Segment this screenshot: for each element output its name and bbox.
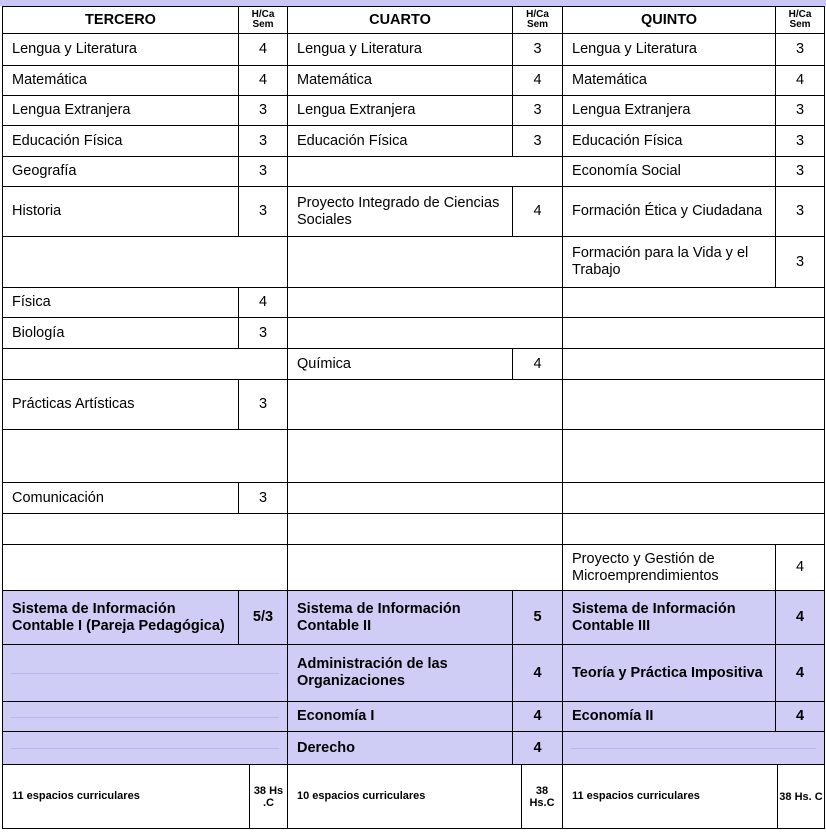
subject-cell-text: Teoría y Práctica Impositiva xyxy=(572,664,763,681)
hours-cell xyxy=(238,317,288,349)
hours-cell xyxy=(775,644,825,702)
subject-cell-text: Administración de las Organizaciones xyxy=(297,656,448,689)
subject-cell xyxy=(562,701,776,732)
footer-quinto-hours xyxy=(777,764,825,829)
subject-cell-empty xyxy=(562,513,825,545)
header-tercero xyxy=(2,6,239,34)
footer-quinto-hours-text: 38 Hs. C xyxy=(779,790,823,803)
hours-cell-text: 4 xyxy=(533,739,542,756)
subject-cell-empty xyxy=(2,644,288,702)
subject-cell-text: Biología xyxy=(12,324,65,341)
subject-cell xyxy=(562,125,776,157)
subject-cell-text: Matemática xyxy=(572,72,647,88)
subject-cell-text: Matemática xyxy=(12,72,87,88)
hours-cell-text: 4 xyxy=(795,72,805,88)
header-hours-cuarto xyxy=(512,6,563,34)
subject-cell-text: Educación Física xyxy=(297,132,408,149)
hours-cell xyxy=(238,95,288,126)
hours-cell xyxy=(775,590,825,645)
subject-cell xyxy=(287,348,513,380)
subject-cell xyxy=(562,65,776,96)
subject-cell xyxy=(562,590,776,645)
hours-cell xyxy=(775,701,825,732)
hours-cell-text: 3 xyxy=(795,41,805,57)
subject-cell-empty xyxy=(287,156,563,187)
subject-cell-text: Lengua y Literatura xyxy=(572,41,697,57)
subject-cell xyxy=(562,33,776,66)
hours-cell-text: 3 xyxy=(258,324,268,341)
hours-cell xyxy=(238,590,288,645)
hours-cell xyxy=(775,544,825,591)
cell-inner-line xyxy=(11,673,279,674)
header-hours-quinto-text: H/Ca Sem xyxy=(788,8,812,30)
subject-cell-empty xyxy=(562,379,825,430)
subject-cell-empty xyxy=(562,482,825,514)
hours-cell-text: 4 xyxy=(533,355,542,372)
subject-cell-text: Historia xyxy=(12,203,62,219)
hours-cell xyxy=(512,731,563,765)
cell-inner-line xyxy=(571,748,816,749)
hours-cell xyxy=(238,482,288,514)
subject-cell-text: Comunicación xyxy=(12,489,104,506)
subject-cell-text: Lengua Extranjera xyxy=(297,102,416,118)
subject-cell xyxy=(562,236,776,288)
subject-cell xyxy=(562,644,776,702)
subject-cell-text: Sistema de Información Contable III xyxy=(572,600,736,634)
hours-cell-text: 4 xyxy=(258,72,268,88)
hours-cell-text: 4 xyxy=(258,294,268,310)
subject-cell-text: Derecho xyxy=(297,739,356,756)
hours-cell-text: 3 xyxy=(258,132,268,149)
subject-cell-text: Prácticas Artísticas xyxy=(12,396,135,412)
hours-cell xyxy=(775,95,825,126)
hours-cell-text: 3 xyxy=(258,396,268,412)
hours-cell-text: 3 xyxy=(795,163,805,179)
footer-cuarto-label xyxy=(287,764,522,829)
subject-cell xyxy=(2,125,239,157)
header-hours-cuarto-text: H/Ca Sem xyxy=(526,8,549,30)
footer-tercero-hours xyxy=(249,764,288,829)
hours-cell xyxy=(775,186,825,237)
header-tercero-text: TERCERO xyxy=(85,11,156,28)
footer-cuarto-hours xyxy=(521,764,563,829)
cell-inner-line xyxy=(11,717,279,718)
subject-cell xyxy=(562,156,776,187)
subject-cell-text: Lengua y Literatura xyxy=(12,41,137,57)
hours-cell xyxy=(238,287,288,318)
hours-cell xyxy=(238,125,288,157)
subject-cell xyxy=(287,65,513,96)
hours-cell-text: 4 xyxy=(533,203,542,219)
hours-cell xyxy=(512,701,563,732)
subject-cell xyxy=(287,95,513,126)
hours-cell-text: 3 xyxy=(795,253,805,270)
hours-cell xyxy=(238,33,288,66)
subject-cell xyxy=(287,33,513,66)
subject-cell-text: Proyecto y Gestión de Microemprendimientos xyxy=(572,550,719,584)
subject-cell-text: Formación Ética y Ciudadana xyxy=(572,203,763,219)
hours-cell-text: 4 xyxy=(533,708,542,724)
subject-cell-text: Sistema de Información Contable II xyxy=(297,600,461,634)
hours-cell-text: 4 xyxy=(533,72,542,88)
subject-cell-empty xyxy=(2,513,288,545)
hours-cell xyxy=(775,236,825,288)
subject-cell xyxy=(2,317,239,349)
subject-cell xyxy=(2,95,239,126)
footer-quinto-label xyxy=(562,764,778,829)
hours-cell xyxy=(238,156,288,187)
subject-cell xyxy=(287,590,513,645)
subject-cell xyxy=(562,95,776,126)
subject-cell-text: Física xyxy=(12,294,51,310)
subject-cell-empty xyxy=(287,544,563,591)
hours-cell-text: 4 xyxy=(795,609,805,625)
hours-cell-text: 5/3 xyxy=(252,609,274,625)
subject-cell xyxy=(287,186,513,237)
hours-cell-text: 4 xyxy=(795,559,805,575)
subject-cell xyxy=(2,287,239,318)
subject-cell-text: Lengua Extranjera xyxy=(572,102,691,118)
subject-cell-text: Educación Física xyxy=(12,132,123,149)
footer-cuarto-label-text: 10 espacios curriculares xyxy=(297,790,426,802)
subject-cell-empty xyxy=(287,482,563,514)
hours-cell xyxy=(512,65,563,96)
subject-cell xyxy=(2,379,239,430)
subject-cell-empty xyxy=(2,544,288,591)
subject-cell-text: Educación Física xyxy=(572,132,683,149)
subject-cell xyxy=(287,644,513,702)
subject-cell-text: Proyecto Integrado de Ciencias Sociales xyxy=(297,194,500,228)
hours-cell-text: 3 xyxy=(795,132,805,149)
header-hours-quinto xyxy=(775,6,825,34)
subject-cell-empty xyxy=(2,348,288,380)
subject-cell-text: Economía I xyxy=(297,708,375,724)
header-hours-tercero-text: H/Ca Sem xyxy=(251,8,275,30)
subject-cell-empty xyxy=(562,429,825,483)
hours-cell xyxy=(238,65,288,96)
subject-cell-empty xyxy=(562,317,825,349)
subject-cell-empty xyxy=(2,429,288,483)
header-cuarto xyxy=(287,6,513,34)
hours-cell xyxy=(775,33,825,66)
hours-cell-text: 3 xyxy=(258,489,268,506)
hours-cell xyxy=(238,379,288,430)
hours-cell-text: 4 xyxy=(795,664,805,681)
subject-cell-text: Química xyxy=(297,355,351,372)
subject-cell-text: Lengua y Literatura xyxy=(297,41,422,57)
hours-cell xyxy=(512,33,563,66)
hours-cell-text: 4 xyxy=(795,708,805,724)
header-quinto xyxy=(562,6,776,34)
subject-cell xyxy=(2,33,239,66)
subject-cell xyxy=(562,186,776,237)
footer-tercero-label xyxy=(2,764,250,829)
subject-cell-empty xyxy=(287,317,563,349)
hours-cell-text: 4 xyxy=(533,664,542,681)
subject-cell xyxy=(2,65,239,96)
subject-cell xyxy=(2,482,239,514)
hours-cell xyxy=(512,125,563,157)
hours-cell xyxy=(775,125,825,157)
subject-cell-empty xyxy=(287,379,563,430)
footer-cuarto-hours-text: 38 Hs.C xyxy=(529,784,555,809)
subject-cell-empty xyxy=(562,348,825,380)
hours-cell-text: 3 xyxy=(795,203,805,219)
hours-cell xyxy=(775,156,825,187)
header-hours-tercero xyxy=(238,6,288,34)
hours-cell xyxy=(775,65,825,96)
hours-cell-text: 3 xyxy=(258,102,268,118)
hours-cell-text: 3 xyxy=(795,102,805,118)
subject-cell-text: Matemática xyxy=(297,72,372,88)
hours-cell-text: 3 xyxy=(533,102,542,118)
subject-cell xyxy=(562,544,776,591)
subject-cell-empty xyxy=(2,701,288,732)
subject-cell xyxy=(2,156,239,187)
hours-cell xyxy=(512,348,563,380)
subject-cell-empty xyxy=(287,236,563,288)
subject-cell-empty xyxy=(562,731,825,765)
subject-cell xyxy=(287,701,513,732)
subject-cell-empty xyxy=(2,731,288,765)
subject-cell xyxy=(2,590,239,645)
subject-cell xyxy=(287,125,513,157)
hours-cell xyxy=(512,95,563,126)
header-quinto-text: QUINTO xyxy=(640,11,698,28)
subject-cell-text: Formación para la Vida y el Trabajo xyxy=(572,245,749,278)
hours-cell-text: 3 xyxy=(258,163,268,179)
hours-cell-text: 4 xyxy=(258,41,268,57)
subject-cell xyxy=(2,186,239,237)
hours-cell xyxy=(512,644,563,702)
header-cuarto-text: CUARTO xyxy=(369,11,431,28)
subject-cell-text: Economía Social xyxy=(572,163,681,179)
hours-cell-text: 3 xyxy=(533,132,542,149)
hours-cell xyxy=(512,186,563,237)
subject-cell-text: Lengua Extranjera xyxy=(12,102,131,118)
hours-cell xyxy=(512,590,563,645)
hours-cell-text: 3 xyxy=(533,41,542,57)
subject-cell-empty xyxy=(2,236,288,288)
cell-inner-line xyxy=(11,748,279,749)
subject-cell-text: Sistema de Información Contable I (Pareja Pedagógica) xyxy=(12,600,225,634)
footer-tercero-hours-text: 38 Hs .C xyxy=(253,784,284,809)
subject-cell-empty xyxy=(287,287,563,318)
subject-cell-text: Economía II xyxy=(572,708,654,724)
subject-cell xyxy=(287,731,513,765)
hours-cell xyxy=(238,186,288,237)
hours-cell-text: 5 xyxy=(533,609,542,625)
subject-cell-empty xyxy=(287,429,563,483)
footer-quinto-label-text: 11 espacios curriculares xyxy=(572,790,700,802)
subject-cell-empty xyxy=(562,287,825,318)
subject-cell-text: Geografía xyxy=(12,163,77,179)
subject-cell-empty xyxy=(287,513,563,545)
hours-cell-text: 3 xyxy=(258,203,268,219)
footer-tercero-label-text: 11 espacios curriculares xyxy=(12,790,140,802)
